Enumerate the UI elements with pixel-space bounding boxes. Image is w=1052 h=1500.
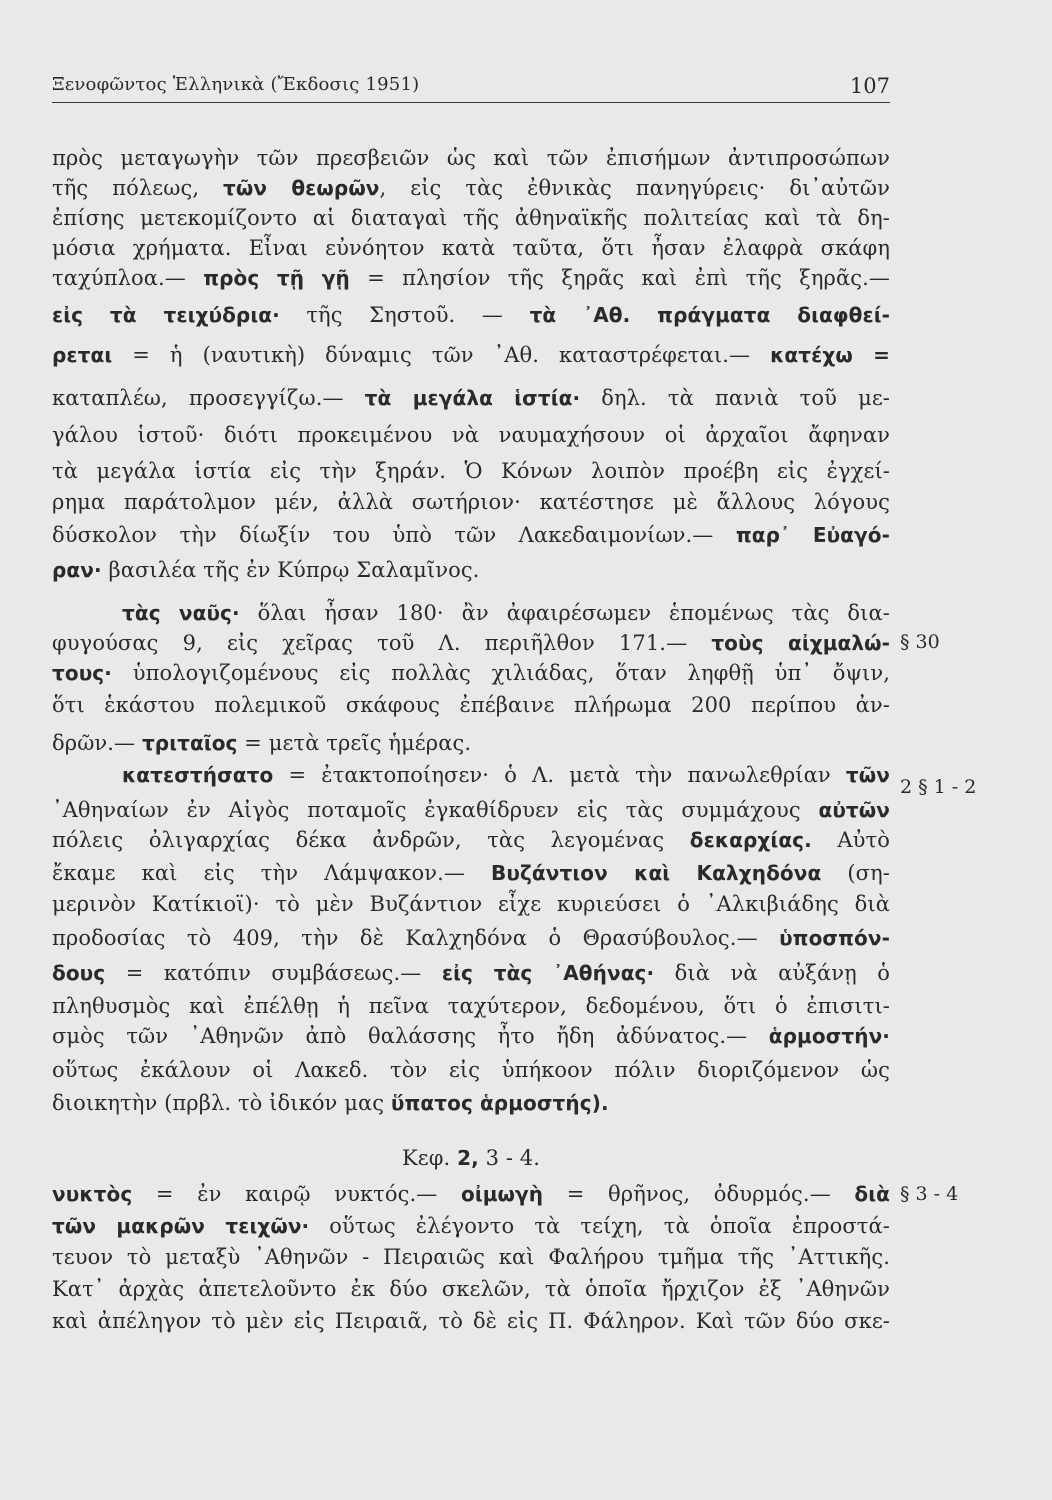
text-line xyxy=(52,991,890,1021)
text-line xyxy=(52,958,890,988)
text-line xyxy=(52,795,890,825)
text-line xyxy=(52,420,890,450)
gloss: , εἰς τὰς ἐθνικὰς πανηγύρεις· δι᾽αὐτῶν xyxy=(379,176,891,200)
text-line xyxy=(52,1179,890,1209)
text-line xyxy=(52,658,890,688)
gloss: διοικητὴν (πρβλ. τὸ ἰδικόν μας xyxy=(52,1091,391,1115)
gloss: = ἐν καιρῷ νυκτός.— xyxy=(132,1182,461,1206)
lemma: τὰ ᾽Αθ. πράγματα διαφθεί- xyxy=(529,303,890,327)
gloss: ρημα παράτολμον μέν, ἀλλὰ σωτήριον· κατέστησε μὲ ἄλλους λόγους xyxy=(52,490,890,514)
gloss: μερινὸν Κατίκιοϊ)· τὸ μὲν Βυζάντιον εἶχε κυριεύσει ὁ ᾽Αλκιβιάδης διὰ xyxy=(52,892,890,916)
gloss: δρῶν.— xyxy=(52,731,142,755)
gloss xyxy=(52,763,122,787)
text-line xyxy=(52,555,890,585)
running-header xyxy=(52,74,890,104)
header-rule xyxy=(52,102,890,103)
text-line xyxy=(52,1021,890,1051)
gloss: τὰ μεγάλα ἱστία εἰς τὴν ξηράν. Ὁ Κόνων λοιπὸν προέβη εἰς ἐγχεί- xyxy=(52,459,890,483)
lemma: ρεται xyxy=(52,343,113,367)
gloss: διὰ νὰ αὐξάνῃ ὁ xyxy=(654,961,890,985)
margin-note: § 3 - 4 xyxy=(900,1183,959,1205)
gloss: τευον τὸ μεταξὺ ᾽Αθηνῶν - Πειραιῶς καὶ Φαλήρου τμῆμα τῆς ᾽Αττικῆς. xyxy=(52,1245,890,1269)
gloss: φυγούσας 9, εἰς χεῖρας τοῦ Λ. περιῆλθον 171.— xyxy=(52,631,712,655)
gloss: οὕτως ἐλέγοντο τὰ τείχη, τὰ ὁποῖα ἐπροστά- xyxy=(309,1214,890,1238)
gloss: προδοσίας τὸ 409, τὴν δὲ Καλχηδόνα ὁ Θρασύβουλος.— xyxy=(52,926,780,950)
lemma: ὑποσπόν- xyxy=(779,926,890,950)
lemma: εἰς τὰ τειχύδρια· xyxy=(52,303,280,327)
text-line xyxy=(52,1274,890,1304)
text-line xyxy=(52,889,890,919)
gloss: = μετὰ τρεῖς ἡμέρας. xyxy=(237,731,472,755)
lemma: τριταῖος xyxy=(141,731,238,755)
gloss: = θρῆνος, ὀδυρμός.— xyxy=(543,1182,855,1206)
lemma: νυκτὸς xyxy=(52,1182,133,1206)
running-title: Ξενοφῶντος Ἑλληνικὰ (Ἔκδοσις 1951) xyxy=(52,74,420,95)
lemma: 2, xyxy=(457,1146,479,1170)
gloss: ἐπίσης μετεκομίζοντο αἱ διαταγαὶ τῆς ἀθηναϊκῆς πολιτείας καὶ τὰ δη- xyxy=(52,206,890,230)
text-line xyxy=(52,690,890,720)
lemma: εἰς τὰς ᾽Αθήνας· xyxy=(441,961,655,985)
gloss: ὑπολογιζομένους εἰς πολλὰς χιλιάδας, ὅταν ληφθῇ ὑπ᾽ ὄψιν, xyxy=(111,661,890,685)
gloss: = πλησίον τῆς ξηρᾶς καὶ ἐπὶ τῆς ξηρᾶς.— xyxy=(349,266,890,290)
text-line xyxy=(52,487,890,517)
gloss: καὶ ἀπέληγον τὸ μὲν εἰς Πειραιᾶ, τὸ δὲ εἰς Π. Φάληρον. Καὶ τῶν δύο σκε- xyxy=(52,1309,890,1333)
gloss: γάλου ἱστοῦ· διότι προκειμένου νὰ ναυμαχήσουν οἱ ἀρχαῖοι ἄφηναν xyxy=(52,423,890,447)
gloss: ὅτι ἑκάστου πολεμικοῦ σκάφους ἐπέβαινε πλήρωμα 200 περίπου ἀν- xyxy=(52,693,890,717)
text-line xyxy=(52,233,890,263)
lemma: ἁρμοστήν· xyxy=(768,1024,890,1048)
lemma: κατεστήσατο xyxy=(122,763,274,787)
gloss: σμὸς τῶν ᾽Αθηνῶν ἀπὸ θαλάσσης ἦτο ἤδη ἀδύνατος.— xyxy=(52,1024,769,1048)
lemma: τὰς ναῦς· xyxy=(122,601,240,625)
lemma: πρὸς τῇ γῇ xyxy=(203,266,350,290)
text-line xyxy=(52,825,890,855)
text-line xyxy=(52,628,890,658)
margin-note: § 30 xyxy=(900,631,940,653)
margin-note: 2 § 1 - 2 xyxy=(900,776,977,798)
gloss: ταχύπλοα.— xyxy=(52,266,204,290)
text-line xyxy=(52,263,890,293)
lemma: ὕπατος ἁρμοστής). xyxy=(390,1091,609,1115)
text-line xyxy=(52,858,890,888)
lemma: κατέχω = xyxy=(770,343,890,367)
lemma: παρ᾽ Εὐαγό- xyxy=(735,523,890,547)
gloss: = κατόπιν συμβάσεως.— xyxy=(105,961,442,985)
lemma: τους· xyxy=(52,661,112,685)
gloss: δηλ. τὰ πανιὰ τοῦ με- xyxy=(580,386,890,410)
page-number: 107 xyxy=(849,74,890,98)
gloss: Κεφ. xyxy=(401,1146,458,1170)
gloss: Κατ᾽ ἀρχὰς ἀπετελοῦντο ἐκ δύο σκελῶν, τὰ ὁποῖα ἤρχιζον ἐξ ᾽Αθηνῶν xyxy=(52,1277,890,1301)
text-line xyxy=(52,1143,890,1173)
text-line xyxy=(52,203,890,233)
text-line xyxy=(52,300,890,330)
lemma: τοὺς αἰχμαλώ- xyxy=(711,631,891,655)
gloss: τῆς πόλεως, xyxy=(52,176,224,200)
text-line xyxy=(52,1211,890,1241)
text-line xyxy=(52,1055,890,1085)
lemma: διὰ xyxy=(854,1182,890,1206)
text-line xyxy=(52,173,890,203)
lemma: ραν· xyxy=(52,558,102,582)
gloss: μόσια χρήματα. Εἶναι εὐνόητον κατὰ ταῦτα, ὅτι ἦσαν ἐλαφρὰ σκάφη xyxy=(52,236,890,260)
text-line xyxy=(52,1242,890,1272)
lemma: δεκαρχίας. xyxy=(689,828,812,852)
gloss: βασιλέα τῆς ἐν Κύπρῳ Σαλαμῖνος. xyxy=(101,558,480,582)
gloss: ἔκαμε καὶ εἰς τὴν Λάμψακον.— xyxy=(52,861,492,885)
gloss: οὕτως ἐκάλουν οἱ Λακεδ. τὸν εἰς ὑπήκοον πόλιν διοριζόμενον ὡς xyxy=(52,1058,890,1082)
lemma: τὰ μεγάλα ἱστία· xyxy=(364,386,581,410)
gloss: πρὸς μεταγωγὴν τῶν πρεσβειῶν ὡς καὶ τῶν ἐπισήμων ἀντιπροσώπων xyxy=(52,146,890,170)
text-line xyxy=(52,598,890,628)
text-line xyxy=(52,520,890,550)
gloss: ὅλαι ἦσαν 180· ἂν ἀφαιρέσωμεν ἑπομένως τὰς δια- xyxy=(239,601,890,625)
gloss: 3 - 4. xyxy=(478,1146,541,1170)
lemma: Βυζάντιον καὶ Καλχηδόνα xyxy=(491,861,822,885)
gloss: Αὐτὸ xyxy=(811,828,890,852)
gloss: τῆς Σηστοῦ. — xyxy=(279,303,530,327)
gloss: = ἡ (ναυτικὴ) δύναμις τῶν ᾽Αθ. καταστρέφεται.— xyxy=(112,343,771,367)
text-line xyxy=(52,383,890,413)
lemma: τῶν θεωρῶν xyxy=(223,176,380,200)
gloss: (ση- xyxy=(821,861,890,885)
lemma: δους xyxy=(52,961,106,985)
gloss: = ἐτακτοποίησεν· ὁ Λ. μετὰ τὴν πανωλεθρίαν xyxy=(273,763,846,787)
lemma: τῶν xyxy=(845,763,890,787)
text-line xyxy=(52,456,890,486)
gloss: δύσκολον τὴν δίωξίν του ὑπὸ τῶν Λακεδαιμονίων.— xyxy=(52,523,736,547)
text-line xyxy=(52,760,890,790)
text-line xyxy=(52,143,890,173)
gloss: καταπλέω, προσεγγίζω.— xyxy=(52,386,365,410)
gloss: πόλεις ὀλιγαρχίας δέκα ἀνδρῶν, τὰς λεγομένας xyxy=(52,828,690,852)
gloss: πληθυσμὸς καὶ ἐπέλθῃ ἡ πεῖνα ταχύτερον, δεδομένου, ὅτι ὁ ἐπισιτι- xyxy=(52,994,890,1018)
gloss xyxy=(52,601,122,625)
text-line xyxy=(52,1088,890,1118)
text-line xyxy=(52,923,890,953)
gloss: ᾽Αθηναίων ἐν Αἰγὸς ποταμοῖς ἐγκαθίδρυεν εἰς τὰς συμμάχους xyxy=(52,798,819,822)
lemma: αὐτῶν xyxy=(818,798,890,822)
lemma: οἰμωγὴ xyxy=(461,1182,544,1206)
text-line xyxy=(52,728,890,758)
text-line xyxy=(52,340,890,370)
lemma: τῶν μακρῶν τειχῶν· xyxy=(52,1214,310,1238)
text-line xyxy=(52,1306,890,1336)
